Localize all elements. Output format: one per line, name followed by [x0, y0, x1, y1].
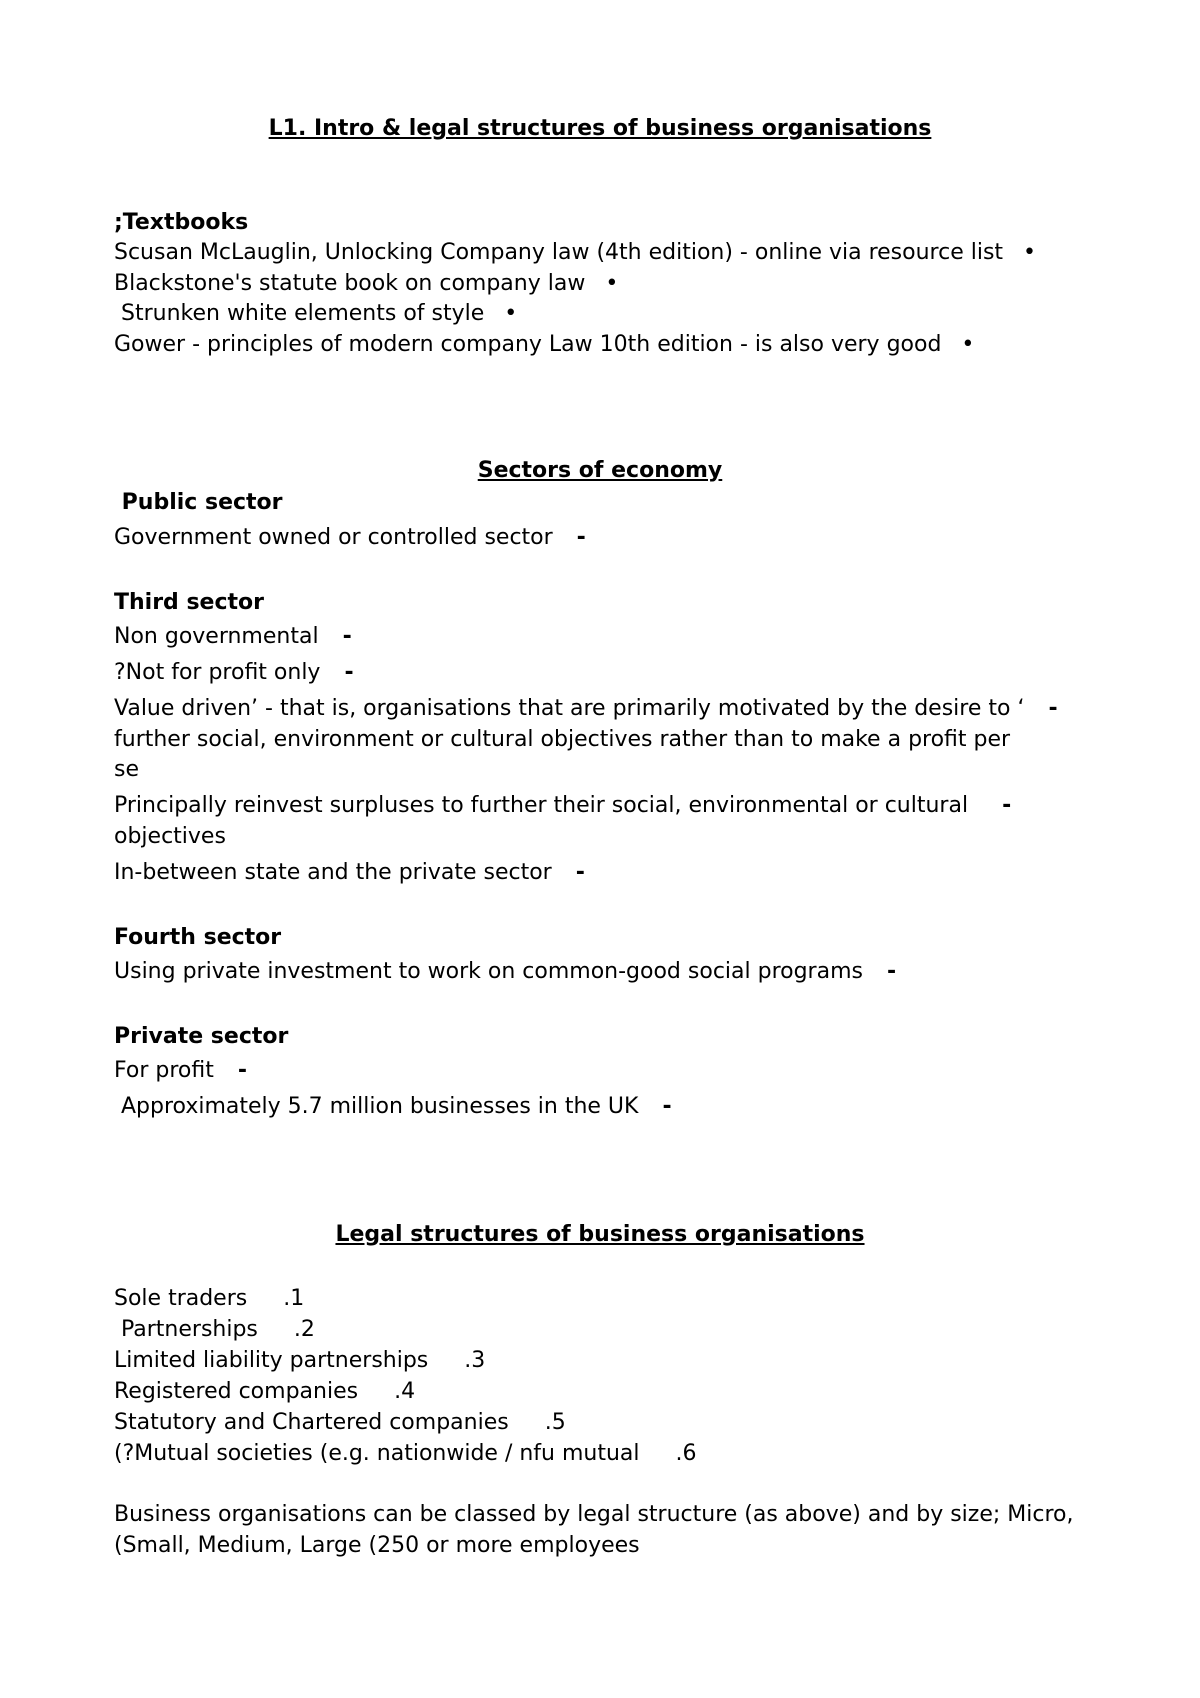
list-item-text: Approximately 5.7 million businesses in the UK [114, 1094, 639, 1119]
dash-marker: - [237, 1058, 247, 1083]
textbook-item [114, 269, 618, 299]
textbook-item [114, 330, 974, 360]
dash-marker: - [342, 624, 352, 649]
item-number: .1 [283, 1286, 305, 1311]
textbook-text: Strunken white elements of style [114, 301, 485, 326]
public-sector-heading: Public sector [114, 490, 283, 515]
bullet-icon: • [1023, 240, 1037, 265]
list-item-text: For profit [114, 1058, 214, 1083]
dash-marker: - [344, 660, 354, 685]
summary-line: (Small, Medium, Large (250 or more employees [114, 1533, 640, 1558]
item-number: .6 [675, 1441, 697, 1466]
item-number: .5 [544, 1410, 566, 1435]
private-sector-heading: Private sector [114, 1024, 289, 1049]
dash-marker: - [1002, 793, 1012, 818]
dash-marker: - [575, 860, 585, 885]
numbered-item-label: (?Mutual societies (e.g. nationwide / nfu mutual [114, 1441, 640, 1466]
numbered-item-label: Limited liability partnerships [114, 1348, 429, 1373]
fourth-sector-heading: Fourth sector [114, 925, 282, 950]
list-item [114, 622, 352, 652]
item-number: .3 [464, 1348, 486, 1373]
textbook-item [114, 238, 1036, 268]
numbered-item [114, 1377, 415, 1407]
list-item [114, 858, 585, 888]
dash-marker: - [1048, 696, 1058, 721]
numbered-item-label: Statutory and Chartered companies [114, 1410, 509, 1435]
list-item-text: In-between state and the private sector [114, 860, 552, 885]
sectors-heading: Sectors of economy [477, 458, 723, 483]
legal-structures-heading: Legal structures of business organisations [335, 1222, 865, 1247]
item-number: .4 [394, 1379, 416, 1404]
list-item [114, 791, 1011, 821]
list-item [114, 1092, 672, 1122]
list-item-text: Principally reinvest surpluses to further their social, environmental or cultural [114, 793, 969, 818]
list-item-continuation: objectives [114, 824, 226, 849]
list-item-text: ?Not for profit only [114, 660, 321, 685]
dash-marker: - [662, 1094, 672, 1119]
list-item-text: Value driven’ - that is, organisations that are primarily motivated by the desire to ‘ [114, 696, 1025, 721]
list-item [114, 523, 586, 553]
bullet-icon: • [504, 301, 518, 326]
dash-marker: - [886, 959, 897, 984]
list-item [114, 1056, 247, 1086]
bullet-icon: • [605, 271, 619, 296]
textbooks-heading: ;Textbooks [114, 210, 249, 235]
numbered-item [114, 1408, 566, 1438]
list-item-continuation: further social, environment or cultural objectives rather than to make a profit per [114, 727, 1011, 752]
list-item [114, 658, 354, 688]
item-number: .2 [293, 1317, 315, 1342]
numbered-item-label: Sole traders [114, 1286, 248, 1311]
list-item-text: Non governmental [114, 624, 319, 649]
numbered-item-label: Partnerships [114, 1317, 258, 1342]
textbook-text: Blackstone's statute book on company law [114, 271, 586, 296]
numbered-item [114, 1346, 485, 1376]
textbook-text: Scusan McLauglin, Unlocking Company law (4th edition) - online via resource list [114, 240, 1004, 265]
list-item-text: Government owned or controlled sector [114, 525, 553, 550]
numbered-item-label: Registered companies [114, 1379, 359, 1404]
numbered-item [114, 1284, 304, 1314]
list-item-text: Using private investment to work on common-good social programs [114, 959, 863, 984]
third-sector-heading: Third sector [114, 590, 265, 615]
numbered-item [114, 1439, 697, 1469]
textbook-item [114, 299, 517, 329]
list-item [114, 694, 1058, 724]
page-title: L1. Intro & legal structures of business organisations [268, 116, 932, 141]
list-item [114, 957, 896, 987]
dash-marker: - [576, 525, 586, 550]
textbook-text: Gower - principles of modern company Law 10th edition - is also very good [114, 332, 942, 357]
summary-line: Business organisations can be classed by legal structure (as above) and by size; Micro, [114, 1502, 1074, 1527]
bullet-icon: • [961, 332, 975, 357]
list-item-continuation: se [114, 757, 139, 782]
numbered-item [114, 1315, 315, 1345]
